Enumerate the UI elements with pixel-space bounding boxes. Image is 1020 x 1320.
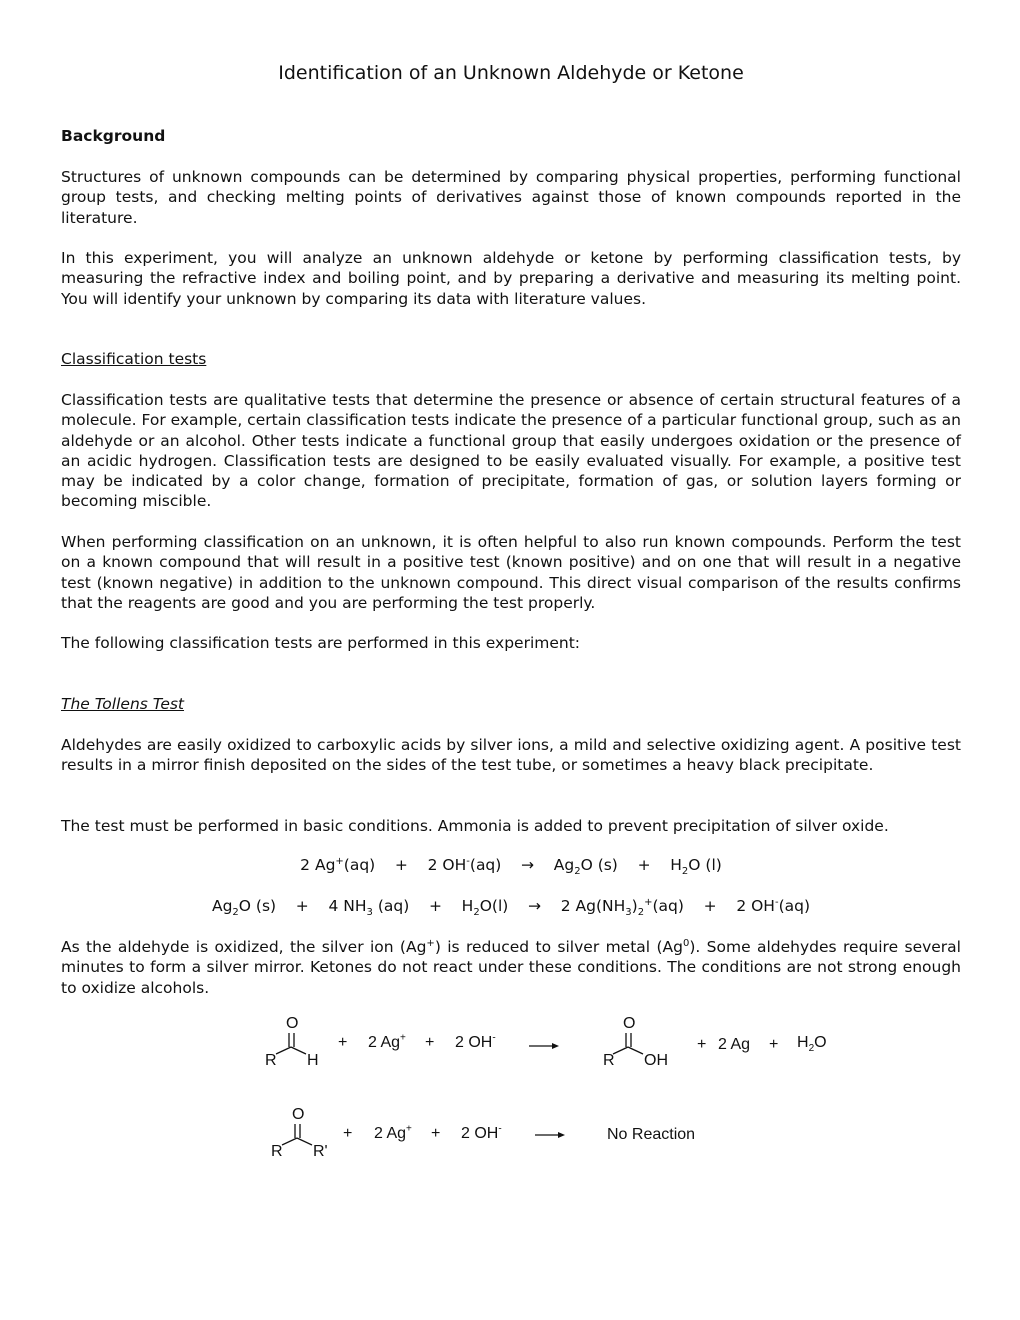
tollens-paragraph-3: As the aldehyde is oxidized, the silver ion (Ag+) is reduced to silver metal (Ag$^0$). Some aldehydes require several minutes to form a silver mirror. Ketones do not react under these conditions. The conditions are not strong enough to oxidize alcohols. (61, 937, 961, 997)
reaction-arrow-icon: → (521, 856, 535, 874)
tollens-heading: The Tollens Test (61, 695, 185, 713)
acid-r-group: R (603, 1052, 615, 1069)
ketone-oxygen: O (292, 1106, 305, 1123)
classification-heading: Classification tests (61, 350, 207, 368)
ketone-r-group: R (271, 1143, 283, 1160)
plus-sign: + (697, 1036, 707, 1053)
classification-paragraph-2: When performing classification on an unknown, it is often helpful to also run known compounds. Perform the test on a known compound that will result in a positive test (known positive) and on one that will result in a negative test (known negative) in addition to the unknown compound. This direct visual comparison of the results confirms that the reagents are good and you are performing the test properly. (61, 533, 961, 612)
background-heading: Background (61, 127, 166, 145)
classification-paragraph-3: The following classification tests are performed in this experiment: (61, 634, 581, 652)
silver-metal: 2 Ag (718, 1036, 751, 1053)
tollens-paragraph-1: Aldehydes are easily oxidized to carboxylic acids by silver ions, a mild and selective oxidizing agent. A positive test results in a mirror finish deposited on the sides of the test tube, or sometimes a heavy black precipitate. (61, 736, 961, 775)
no-reaction-label: No Reaction (607, 1126, 696, 1143)
aldehyde-hydrogen: H (307, 1052, 319, 1069)
reaction-arrow-icon: → (528, 897, 542, 915)
background-paragraph-2: In this experiment, you will analyze an unknown aldehyde or ketone by performing classification tests, by measuring the refractive index and boiling point, and by preparing a derivative and measuring its melting point. You will identify your unknown by comparing its data with literature values. (61, 249, 961, 308)
tollens-equation-1: 2 Ag+(aq) + 2 OH-(aq) → $Ag_2O$ (s) + $H_2O$ (l) (300, 855, 722, 878)
hydroxide-ion: 2 OH- (455, 1032, 496, 1051)
silver-ion: 2 Ag+ (374, 1123, 412, 1142)
plus-sign: + (431, 1125, 441, 1142)
tollens-equation-2: $Ag_2O$ (s) + 4 $NH_3$ (aq) + $H_2O(l)$ → 2 $Ag(NH_3)_2^+(aq)$ + 2 OH-(aq) (211, 896, 811, 919)
aldehyde-r-group: R (265, 1052, 277, 1069)
plus-sign: + (338, 1034, 348, 1051)
hydroxide-ion: 2 OH- (461, 1123, 502, 1142)
plus-sign: + (769, 1036, 779, 1053)
classification-paragraph-1: Classification tests are qualitative tests that determine the presence or absence of certain structural features of a molecule. For example, certain classification tests indicate the presence of a particular functional group, such as an aldehyde or an alcohol. Other tests indicate a functional group that easily undergoes oxidation or the presence of an acidic hydrogen. Classification tests are designed to be easily evaluated visually. For example, a positive test may be indicated by a color change, formation of precipitate, formation of gas, or solution layers forming or becoming miscible. (61, 391, 961, 511)
aldehyde-oxygen: O (286, 1015, 299, 1032)
acid-oxygen: O (623, 1015, 636, 1032)
page-title: Identification of an Unknown Aldehyde or Ketone (278, 62, 744, 84)
ketone-r-prime-group: R' (313, 1143, 328, 1160)
acid-hydroxyl: OH (644, 1052, 668, 1069)
plus-sign: + (343, 1125, 353, 1142)
silver-ion: 2 Ag+ (368, 1032, 406, 1051)
tollens-paragraph-2: The test must be performed in basic conditions. Ammonia is added to prevent precipitation of silver oxide. (61, 817, 889, 835)
arrow-head-icon (558, 1132, 565, 1138)
plus-sign: + (425, 1034, 435, 1051)
background-paragraph-1: Structures of unknown compounds can be determined by comparing physical properties, performing functional group tests, and checking melting points of derivatives against those of known compounds reported in the literature. (61, 168, 961, 227)
arrow-head-icon (552, 1043, 559, 1049)
water: $H_2O$ (797, 1034, 827, 1055)
